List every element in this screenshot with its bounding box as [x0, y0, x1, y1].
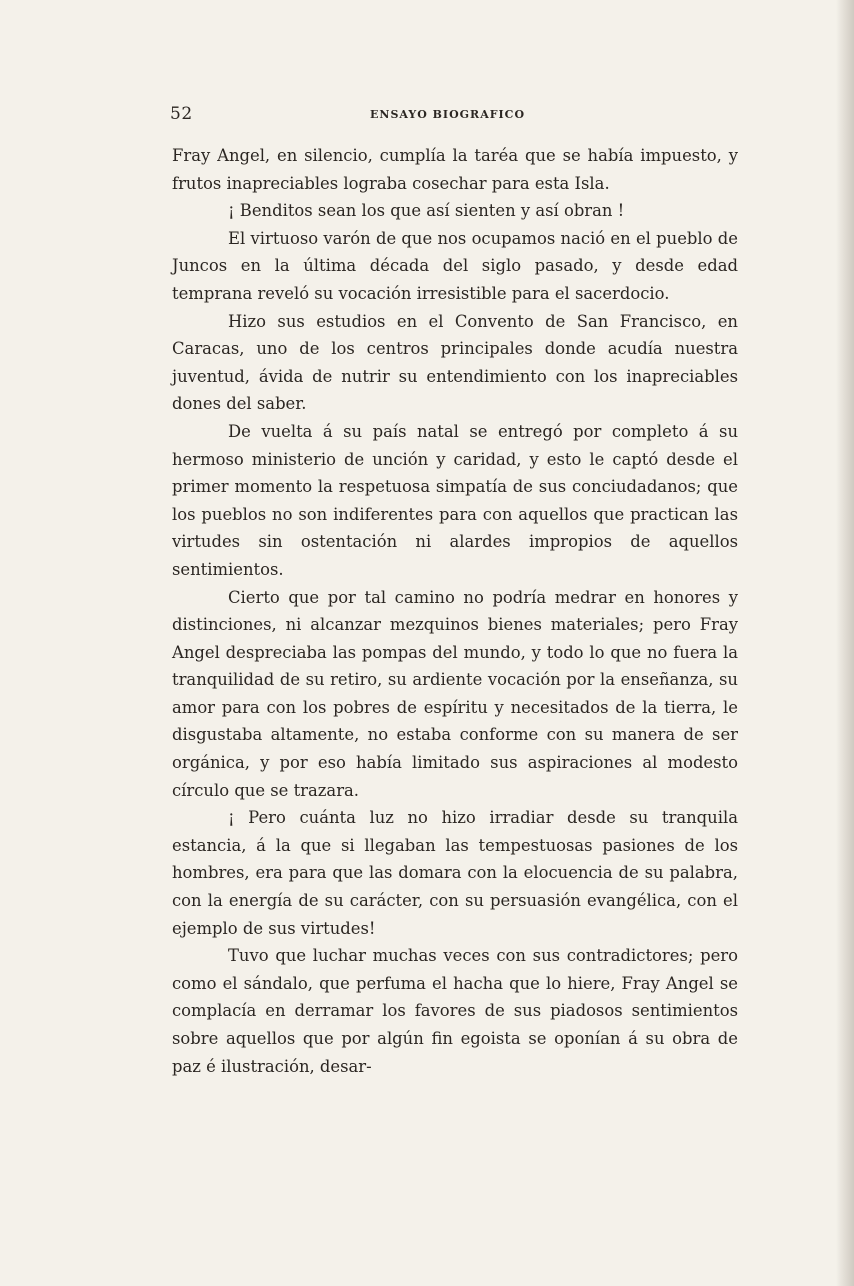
page-header	[170, 104, 740, 128]
body-text	[172, 142, 738, 1080]
paragraph: De vuelta á su país natal se entregó por completo á su hermoso ministerio de unción y caridad, y esto le captó desde el primer momento la respetuosa simpatía de sus conciudadanos; que los pueblos no son indiferentes para con aquellos que practican las virtudes sin ostentación ni alardes impropios de aquellos sentimientos.	[172, 421, 738, 579]
paragraph: El virtuoso varón de que nos ocupamos nació en el pueblo de Juncos en la última década del siglo pasado, y desde edad temprana reveló su vocación irresistible para el sacerdocio.	[172, 228, 738, 303]
paragraph: Hizo sus estudios en el Convento de San Francisco, en Caracas, uno de los centros principales donde acudía nuestra juventud, ávida de nutrir su entendimiento con los inapreciables dones del saber.	[172, 311, 738, 414]
paragraph: ¡ Pero cuánta luz no hizo irradiar desde su tranquila estancia, á la que si llegaban las tempestuosas pasiones de los hombres, era para que las domara con la elocuencia de su palabra, con la energía de su carácter, con su persuasión evangélica, con el ejemplo de sus virtudes!	[172, 808, 738, 938]
paragraph: Tuvo que luchar muchas veces con sus contradictores; pero como el sándalo, que perfuma el hacha que lo hiere, Fray Angel se complacía en derramar los favores de sus piadosos sentimientos sobre aquellos que por algún fin egoista se oponían á su obra de paz é ilustración, desar-	[172, 946, 738, 1076]
paragraph: Fray Angel, en silencio, cumplía la taréa que se había impuesto, y frutos inapreciables lograba cosechar para esta Isla.	[172, 146, 738, 193]
page-number: 52	[170, 104, 193, 124]
page-edge-shadow	[836, 0, 854, 1286]
running-title: ENSAYO BIOGRAFICO	[370, 108, 526, 121]
paragraph: Cierto que por tal camino no podría medrar en honores y distinciones, ni alcanzar mezquinos bienes materiales; pero Fray Angel despreciaba las pompas del mundo, y todo lo que no fuera la tranquilidad de su retiro, su ardiente vocación por la enseñanza, su amor para con los pobres de espíritu y necesitados de la tierra, le disgustaba altamente, no estaba conforme con su manera de ser orgánica, y por eso había limitado sus aspiraciones al modesto círculo que se trazara.	[172, 587, 738, 800]
paragraph: ¡ Benditos sean los que así sienten y así obran !	[228, 201, 625, 221]
